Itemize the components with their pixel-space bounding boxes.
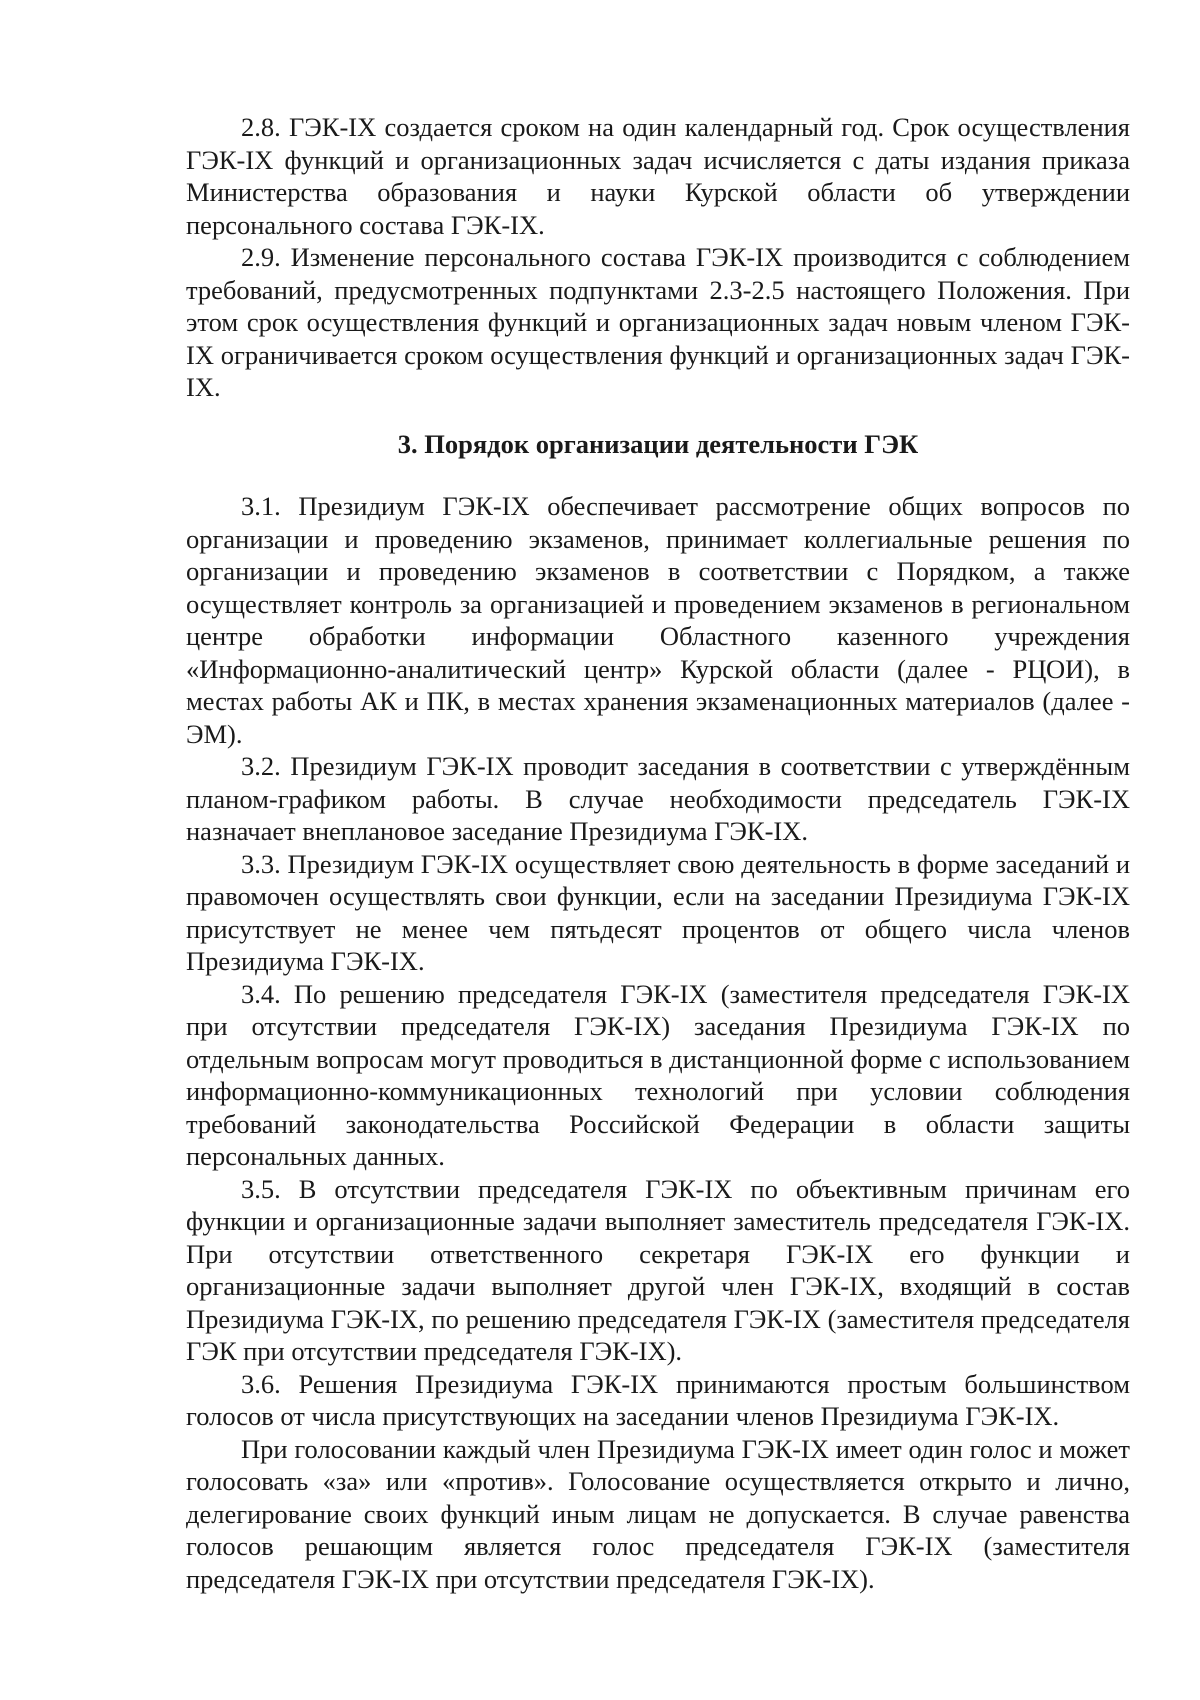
paragraph-3-5: 3.5. В отсутствии председателя ГЭК-IX по объективным причинам его функции и организационные задачи выполняет заместитель председателя ГЭК-IX. При отсутствии ответственного секретаря ГЭК-IX его функции и организационные задачи выполняет другой член ГЭК-IX, входящий в состав Президиума ГЭК-IX, по решению председателя ГЭК-IX (заместителя председателя ГЭК при отсутствии председателя ГЭК-IX). (186, 1173, 1130, 1366)
paragraph-2-9: 2.9. Изменение персонального состава ГЭК-IX производится с соблюдением требований, предусмотренных подпунктами 2.3-2.5 настоящего Положения. При этом срок осуществления функций и организационных задач новым членом ГЭК-IX ограничивается сроком осуществления функций и организационных задач ГЭК-IX. (186, 242, 1130, 402)
paragraph-3-1: 3.1. Президиум ГЭК-IX обеспечивает рассмотрение общих вопросов по организации и проведению экзаменов, принимает коллегиальные решения по организации и проведению экзаменов в соответствии с Порядком, а также осуществляет контроль за организацией и проведением экзаменов в региональном центре обработки информации Областного казенного учреждения «Информационно-аналитический центр» Курской области (далее - РЦОИ), в местах работы АК и ПК, в местах хранения экзаменационных материалов (далее - ЭМ). (186, 491, 1130, 749)
section-heading: 3. Порядок организации деятельности ГЭК (397, 428, 919, 459)
document-page (186, 111, 1130, 1595)
paragraph-3-6: 3.6. Решения Президиума ГЭК-IX принимаются простым большинством голосов от числа присутствующих на заседании членов Президиума ГЭК-IX. (186, 1368, 1130, 1431)
paragraph-3-2: 3.2. Президиум ГЭК-IX проводит заседания в соответствии с утверждённым планом-графиком работы. В случае необходимости председатель ГЭК-IX назначает внеплановое заседание Президиума ГЭК-IX. (186, 751, 1130, 846)
paragraph-3-3: 3.3. Президиум ГЭК-IX осуществляет свою деятельность в форме заседаний и правомочен осуществлять свои функции, если на заседании Президиума ГЭК-IX присутствует не менее чем пятьдесят процентов от общего числа членов Президиума ГЭК-IX. (186, 848, 1130, 976)
paragraph-2-8: 2.8. ГЭК-IX создается сроком на один календарный год. Срок осуществления ГЭК-IX функций и организационных задач исчисляется с даты издания приказа Министерства образования и науки Курской области об утверждении персонального состава ГЭК-IX. (186, 112, 1130, 240)
paragraph-voting: При голосовании каждый член Президиума ГЭК-IX имеет один голос и может голосовать «за» или «против». Голосование осуществляется открыто и лично, делегирование своих функций иным лицам не допускается. В случае равенства голосов решающим является голос председателя ГЭК-IX (заместителя председателя ГЭК-IX при отсутствии председателя ГЭК-IX). (186, 1433, 1130, 1594)
paragraph-3-4: 3.4. По решению председателя ГЭК-IX (заместителя председателя ГЭК-IX при отсутствии председателя ГЭК-IX) заседания Президиума ГЭК-IX по отдельным вопросам могут проводиться в дистанционной форме с использованием информационно-коммуникационных технологий при условии соблюдения требований законодательства Российской Федерации в области защиты персональных данных. (186, 978, 1130, 1171)
